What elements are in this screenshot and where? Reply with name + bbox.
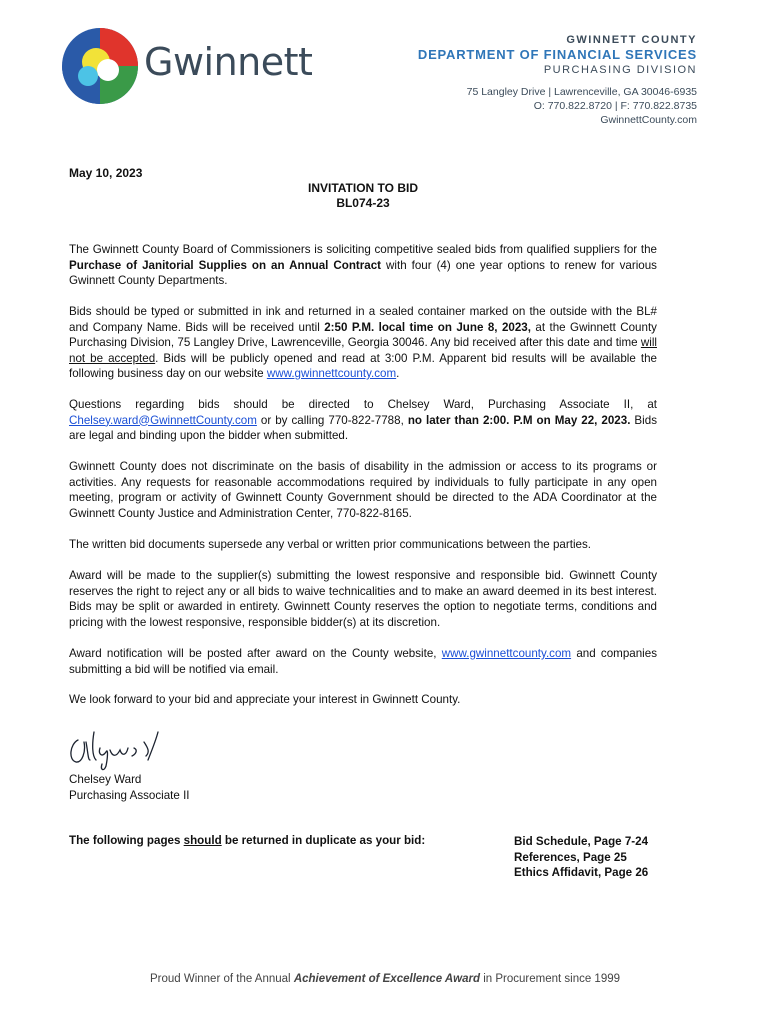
department-name: DEPARTMENT OF FINANCIAL SERVICES	[417, 47, 697, 62]
email-link[interactable]: Chelsey.ward@GwinnettCounty.com	[69, 413, 257, 427]
letter-date: May 10, 2023	[69, 166, 143, 180]
letter-title: INVITATION TO BID	[308, 181, 418, 195]
returned-pages-label: The following pages should be returned in duplicate as your bid:	[69, 834, 426, 847]
header-website: GwinnettCounty.com	[600, 114, 697, 126]
paragraph-questions: Questions regarding bids should be directed to Chelsey Ward, Purchasing Associate II, at Chelsey.ward@GwinnettCounty.com or by calling 770-822-7788, no later than 2:00. P.M on May 22, 2023. Bids are legal and binding upon the bidder when submitted.	[69, 398, 657, 442]
county-name: GWINNETT COUNTY	[566, 34, 697, 46]
paragraph-solicitation: The Gwinnett County Board of Commissioners is soliciting competitive sealed bids from qualified suppliers for the Purchase of Janitorial Supplies on an Annual Contract with four (4) one year options to renew for various Gwinnett County Departments.	[69, 243, 657, 287]
list-item: Bid Schedule, Page 7-24	[514, 835, 649, 848]
paragraph-accessibility: Gwinnett County does not discriminate on the basis of disability in the admission or access to its programs or activities. Any requests for reasonable accommodations required by individuals to fully participate in any open meeting, program or activity of Gwinnett County Government should be directed to the ADA Coordinator at the Gwinnett County Justice and Administration Center, 770-822-8165.	[69, 460, 657, 520]
website-link[interactable]: www.gwinnettcounty.com	[441, 647, 572, 660]
paragraph-supersede: The written bid documents supersede any verbal or written prior communications between the parties.	[69, 538, 591, 551]
signature-image	[64, 722, 174, 772]
paragraph-closing: We look forward to your bid and appreciate your interest in Gwinnett County.	[69, 693, 461, 706]
paragraph-award: Award will be made to the supplier(s) submitting the lowest responsive and responsible bid. Gwinnett County reserves the right to reject any or all bids to waive technicalities and to make an award deemed in its best interest. Bids may be split or awarded in entirety. Gwinnett County reserves the option to negotiate terms, conditions and pricing with the lowest responsive, responsible bidder(s) at its discretion.	[69, 569, 657, 629]
paragraph-submission: Bids should be typed or submitted in ink and returned in a sealed container marked on the outside with the BL# and Company Name. Bids will be received until 2:50 P.M. local time on June 8, 2023, at the Gwinnett County Purchasing Division, 75 Langley Drive, Lawrenceville, Georgia 30046. Any bid received after this date and time will not be accepted. Bids will be publicly opened and read at 3:00 P.M. Apparent bid results will be available the following business day on our website www.gwinnettcounty.com.	[69, 305, 657, 380]
signer-name: Chelsey Ward	[69, 773, 142, 786]
bid-number: BL074-23	[336, 196, 390, 210]
returned-pages-list	[514, 834, 648, 881]
signer-title: Purchasing Associate II	[69, 789, 190, 802]
header-phone-fax: O: 770.822.8720 | F: 770.822.8735	[533, 100, 697, 112]
logo-wordmark: Gwinnett	[144, 40, 313, 84]
gwinnett-logo-icon	[60, 26, 140, 106]
website-link[interactable]: www.gwinnettcounty.com	[266, 367, 397, 380]
division-name: PURCHASING DIVISION	[543, 64, 697, 76]
list-item: Ethics Affidavit, Page 26	[514, 866, 649, 879]
list-item: References, Page 25	[514, 850, 627, 864]
header-address: 75 Langley Drive | Lawrenceville, GA 30046-6935	[466, 86, 697, 98]
footer-award: Proud Winner of the Annual Achievement of Excellence Award in Procurement since 1999	[149, 973, 621, 985]
paragraph-notification: Award notification will be posted after award on the County website, www.gwinnettcounty.com and companies submitting a bid will be notified via email.	[69, 647, 658, 676]
